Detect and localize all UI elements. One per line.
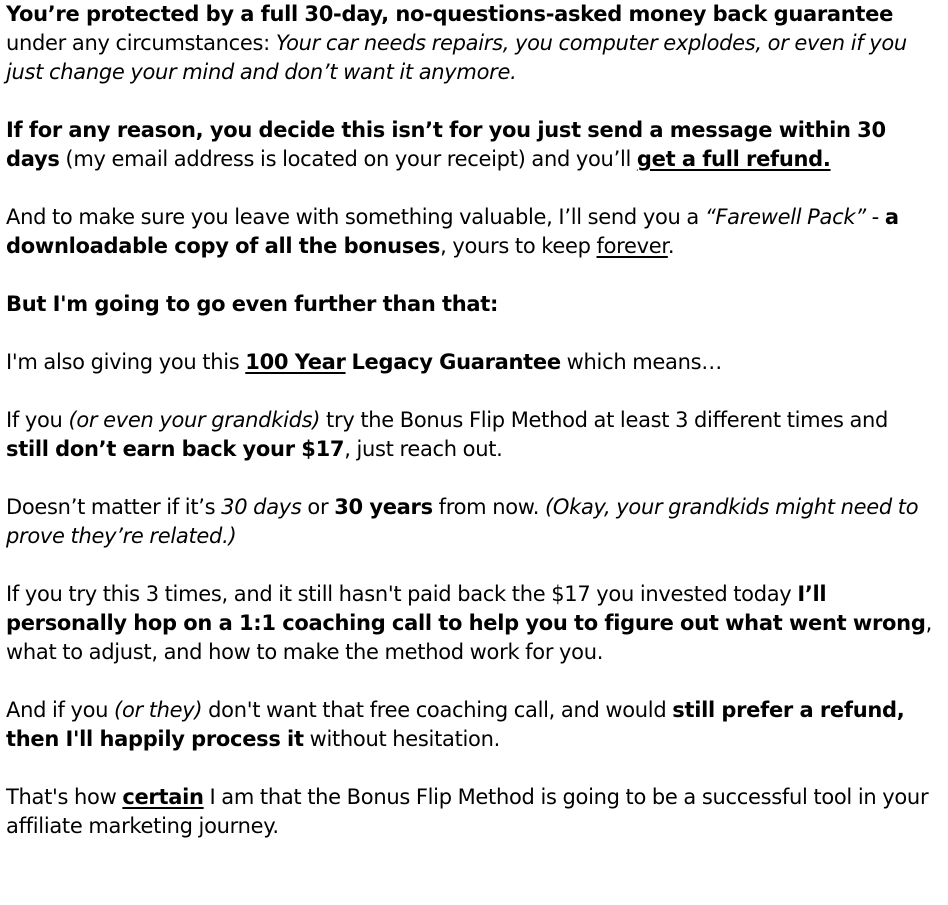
text-run: . — [667, 234, 675, 258]
text-run: , what to adjust, and how to make the method work for you. — [6, 611, 932, 664]
paragraph-timing — [6, 493, 932, 551]
bold-text-run: Legacy Guarantee — [351, 350, 561, 374]
bold-underlined-text-run: get a full refund. — [636, 147, 831, 171]
text-run: That's how — [6, 785, 123, 809]
text-run: If you try this 3 times, and it still hasn't paid back the $17 you invested today — [6, 582, 798, 606]
paragraph-guarantee — [6, 0, 932, 87]
text-run: And if you — [6, 698, 115, 722]
italic-text-run: (or they) — [114, 698, 203, 722]
text-run: or — [301, 495, 335, 519]
text-run: under any circumstances: — [6, 31, 276, 55]
text-run: try the Bonus Flip Method at least 3 different times and — [320, 408, 889, 432]
text-run: , just reach out. — [344, 437, 503, 461]
paragraph-certain — [6, 783, 932, 841]
text-run: - — [865, 205, 885, 229]
text-run: without hesitation. — [303, 727, 500, 751]
text-run: Doesn’t matter if it’s — [6, 495, 222, 519]
bold-text-run: still prefer a refund, then I'll happily process it — [6, 698, 905, 751]
underlined-text-run: forever — [596, 234, 668, 258]
italic-text-run: “Farewell Pack” — [704, 205, 866, 229]
bold-text-run: But I'm going to go even further than that: — [6, 292, 499, 316]
text-run: I'm also giving you this — [6, 350, 246, 374]
bold-text-run: If for any reason, you decide this isn’t for you just send a message within 30 days — [6, 118, 886, 171]
bold-text-run: I’ll personally hop on a 1:1 coaching call to help you to figure out what went wrong — [6, 582, 926, 635]
bold-text-run: 30 years — [334, 495, 433, 519]
italic-text-run: (or even your grandkids) — [68, 408, 321, 432]
text-run: from now. — [432, 495, 545, 519]
italic-text-run: 30 days — [221, 495, 302, 519]
bold-text-run: You’re protected by a full 30-day, no-questions-asked money back guarantee — [6, 2, 894, 26]
paragraph-farewell-pack — [6, 203, 932, 261]
paragraph-coaching — [6, 580, 932, 667]
paragraph-legacy — [6, 348, 932, 377]
bold-underlined-text-run: 100 Year — [245, 350, 346, 374]
italic-text-run: Your car needs repairs, you computer explodes, or even if you just change your mind and don’t want it anymore. — [6, 31, 907, 84]
text-run: And to make sure you leave with something valuable, I’ll send you a — [6, 205, 705, 229]
paragraph-try-three — [6, 406, 932, 464]
text-run: don't want that free coaching call, and would — [202, 698, 673, 722]
bold-underlined-text-run: certain — [122, 785, 204, 809]
text-run: which means… — [560, 350, 722, 374]
paragraph-refund — [6, 116, 932, 174]
text-run: (my email address is located on your receipt) and you’ll — [59, 147, 637, 171]
paragraph-further — [6, 290, 932, 319]
text-run: I am that the Bonus Flip Method is going to be a successful tool in your affiliate marketing journey. — [6, 785, 929, 838]
text-run: If you — [6, 408, 69, 432]
paragraph-prefer-refund — [6, 696, 932, 754]
text-run: , yours to keep — [440, 234, 597, 258]
bold-text-run: still don’t earn back your $17 — [6, 437, 345, 461]
italic-text-run: (Okay, your grandkids might need to prove they’re related.) — [6, 495, 919, 548]
bold-text-run: a downloadable copy of all the bonuses — [6, 205, 899, 258]
